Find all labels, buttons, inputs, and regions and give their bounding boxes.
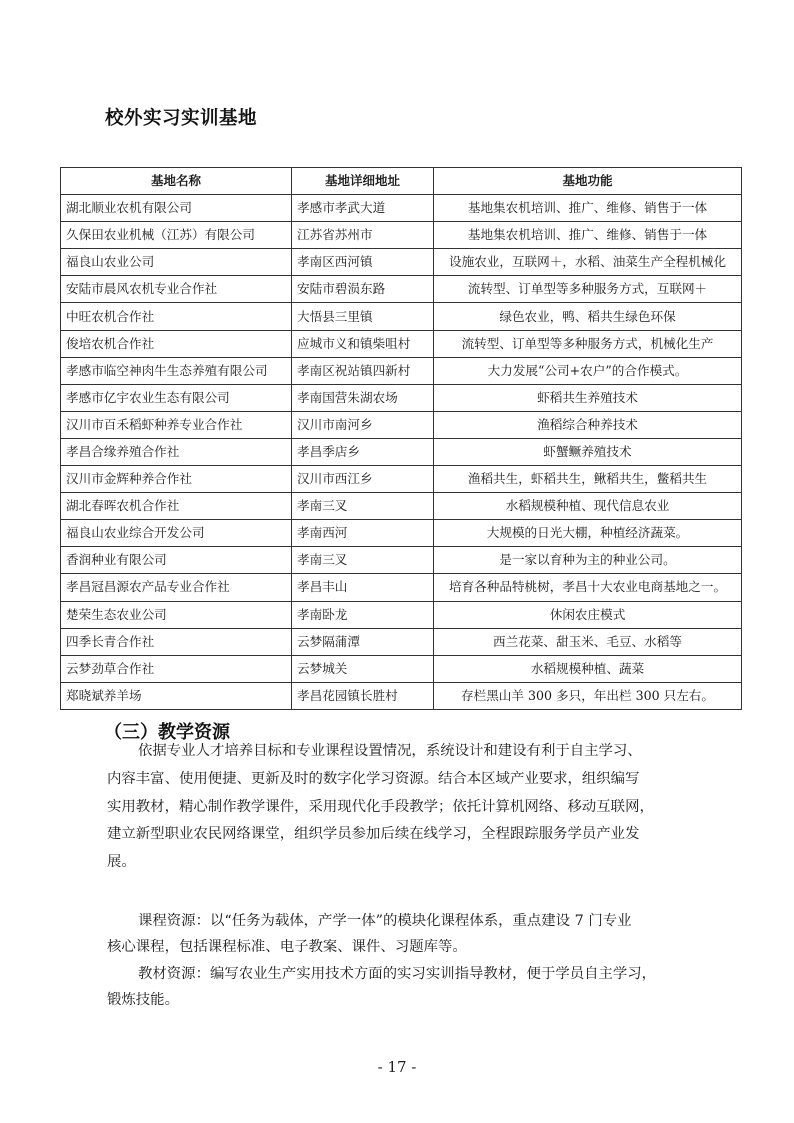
- base-function-cell: 设施农业，互联网＋，水稻、油菜生产全程机械化: [434, 249, 742, 276]
- base-function-cell: 虾蟹鳜养殖技术: [434, 438, 742, 465]
- paragraph-line: 依据专业人才培养目标和专业课程设置情况，系统设计和建设有利于自主学习、: [138, 743, 642, 759]
- table-row: [61, 682, 742, 709]
- base-function-cell: 流转型、订单型等多种服务方式，机械化生产: [434, 330, 742, 357]
- base-function-cell: 渔稻综合种养技术: [434, 411, 742, 438]
- base-address-cell: 云梦城关: [292, 655, 434, 682]
- base-address-cell: 汉川市南河乡: [292, 411, 434, 438]
- base-address-cell: 孝感市孝武大道: [292, 195, 434, 222]
- paragraph-line: 课程资源：以“任务为载体，产学一体”的模块化课程体系，重点建设 7 门专业: [138, 913, 632, 929]
- base-name-cell: 孝昌冠昌源农产品专业合作社: [61, 574, 292, 601]
- table-row: [61, 628, 742, 655]
- training-bases-table: [60, 167, 742, 710]
- table-row: [61, 438, 742, 465]
- page-number: - 17 -: [377, 1058, 417, 1076]
- base-name-cell: 孝昌合缘养殖合作社: [61, 438, 292, 465]
- base-function-cell: 水稻规模种植、蔬菜: [434, 655, 742, 682]
- paragraph-line: 锻炼技能。: [107, 992, 179, 1008]
- base-address-cell: 孝南卧龙: [292, 601, 434, 628]
- base-address-cell: 孝南三叉: [292, 547, 434, 574]
- table-row: [61, 493, 742, 520]
- table-header-row: [61, 168, 742, 195]
- base-address-cell: 孝南三叉: [292, 493, 434, 520]
- table-row: [61, 222, 742, 249]
- base-address-cell: 汉川市西江乡: [292, 466, 434, 493]
- base-name-cell: 四季长青合作社: [61, 628, 292, 655]
- base-function-cell: 基地集农机培训、推广、维修、销售于一体: [434, 222, 742, 249]
- base-name-cell: 汉川市百禾稻虾种养专业合作社: [61, 411, 292, 438]
- table-row: [61, 303, 742, 330]
- base-address-cell: 应城市义和镇柴咀村: [292, 330, 434, 357]
- base-name-cell: 俊培农机合作社: [61, 330, 292, 357]
- base-function-cell: 渔稻共生，虾稻共生，鳅稻共生，鳖稻共生: [434, 466, 742, 493]
- base-function-cell: 休闲农庄模式: [434, 601, 742, 628]
- paragraph-line: 内容丰富、使用便捷、更新及时的数字化学习资源。结合本区域产业要求，组织编写: [107, 770, 640, 787]
- base-address-cell: 孝昌季店乡: [292, 438, 434, 465]
- paragraph-line: 核心课程，包括课程标准、电子教案、课件、习题库等。: [107, 939, 467, 955]
- base-function-cell: 虾稻共生养殖技术: [434, 384, 742, 411]
- base-name-cell: 云梦劲草合作社: [61, 655, 292, 682]
- base-function-cell: 大力发展“公司+农户”的合作模式。: [434, 357, 742, 384]
- paragraph-line: 建立新型职业农民网络课堂，组织学员参加后续在线学习，全程跟踪服务学员产业发: [107, 826, 640, 843]
- table-row: [61, 466, 742, 493]
- base-name-cell: 福良山农业公司: [61, 249, 292, 276]
- paragraph-course-resources: [107, 908, 707, 960]
- base-address-cell: 孝南国营朱湖农场: [292, 384, 434, 411]
- paragraph-line: 实用教材，精心制作教学课件，采用现代化手段教学；依托计算机网络、移动互联网，: [107, 798, 654, 815]
- base-function-cell: 是一家以育种为主的种业公司。: [434, 547, 742, 574]
- base-address-cell: 安陆市碧涢东路: [292, 276, 434, 303]
- table-row: [61, 195, 742, 222]
- paragraph-intro: [107, 738, 707, 877]
- table-row: [61, 330, 742, 357]
- table-row: [61, 520, 742, 547]
- paragraph-line: 展。: [107, 854, 136, 871]
- base-name-cell: 楚荣生态农业公司: [61, 601, 292, 628]
- base-function-cell: 西兰花菜、甜玉米、毛豆、水稻等: [434, 628, 742, 655]
- base-name-cell: 湖北春晖农机合作社: [61, 493, 292, 520]
- table-row: [61, 384, 742, 411]
- base-function-cell: 培育各种品特桃树，孝昌十大农业电商基地之一。: [434, 574, 742, 601]
- base-address-cell: 孝南区祝站镇四新村: [292, 357, 434, 384]
- base-name-cell: 久保田农业机械（江苏）有限公司: [61, 222, 292, 249]
- base-function-cell: 水稻规模种植、现代信息农业: [434, 493, 742, 520]
- base-address-cell: 孝南区西河镇: [292, 249, 434, 276]
- base-name-cell: 郑晓斌养羊场: [61, 682, 292, 709]
- base-name-cell: 福良山农业综合开发公司: [61, 520, 292, 547]
- table-row: [61, 601, 742, 628]
- column-header-function: 基地功能: [434, 168, 742, 195]
- base-function-cell: 绿色农业，鸭、稻共生绿色环保: [434, 303, 742, 330]
- base-address-cell: 江苏省苏州市: [292, 222, 434, 249]
- base-name-cell: 中旺农机合作社: [61, 303, 292, 330]
- table-row: [61, 276, 742, 303]
- base-name-cell: 孝感市临空神肉牛生态养殖有限公司: [61, 357, 292, 384]
- base-function-cell: 流转型、订单型等多种服务方式，互联网＋: [434, 276, 742, 303]
- base-address-cell: 云梦隔蒲潭: [292, 628, 434, 655]
- base-name-cell: 汉川市金辉种养合作社: [61, 466, 292, 493]
- base-name-cell: 孝感市亿宇农业生态有限公司: [61, 384, 292, 411]
- table-body: [61, 195, 742, 710]
- base-function-cell: 大规模的日光大棚，种植经济蔬菜。: [434, 520, 742, 547]
- base-address-cell: 孝南西河: [292, 520, 434, 547]
- paragraph-line: 教材资源：编写农业生产实用技术方面的实习实训指导教材，便于学员自主学习，: [138, 966, 657, 982]
- base-function-cell: 基地集农机培训、推广、维修、销售于一体: [434, 195, 742, 222]
- table-row: [61, 574, 742, 601]
- base-function-cell: 存栏黑山羊 300 多只，年出栏 300 只左右。: [434, 682, 742, 709]
- column-header-name: 基地名称: [61, 168, 292, 195]
- section-heading: （三）教学资源: [104, 722, 230, 743]
- paragraph-textbook-resources: [107, 961, 707, 1013]
- base-name-cell: 湖北顺业农机有限公司: [61, 195, 292, 222]
- page-title: 校外实习实训基地: [105, 108, 258, 129]
- table-row: [61, 357, 742, 384]
- base-address-cell: 孝昌花园镇长胜村: [292, 682, 434, 709]
- base-address-cell: 孝昌丰山: [292, 574, 434, 601]
- table-row: [61, 249, 742, 276]
- table-row: [61, 411, 742, 438]
- base-address-cell: 大悟县三里镇: [292, 303, 434, 330]
- table-row: [61, 655, 742, 682]
- base-name-cell: 安陆市晨风农机专业合作社: [61, 276, 292, 303]
- column-header-address: 基地详细地址: [292, 168, 434, 195]
- table-row: [61, 547, 742, 574]
- base-name-cell: 香润种业有限公司: [61, 547, 292, 574]
